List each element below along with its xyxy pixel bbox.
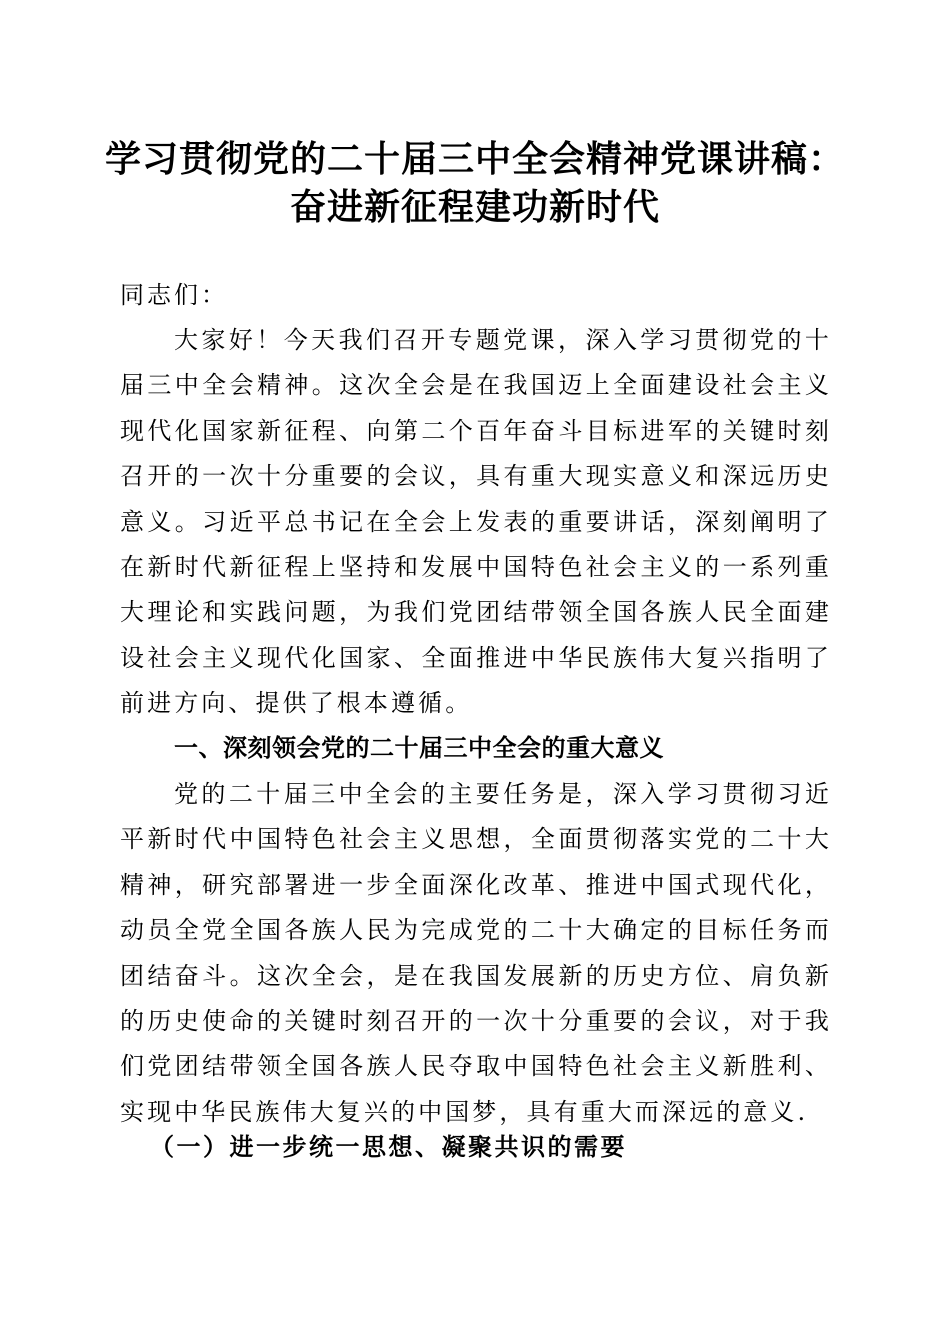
document-title-line-2: 奋进新征程建功新时代 [289,186,660,228]
greeting: 同志们： [120,281,228,309]
paragraph-section-1: 党的二十届三中全会的主要任务是，深入学习贯彻习近平新时代中国特色社会主义思想，全面贯彻落实党的二十大精神，研究部署进一步全面深化改革、推进中国式现代化，动员全党全国各族人民为完成党的二十大确定的目标任务而团结奋斗。这次全会，是在我国发展新的历史方位、肩负新的历史使命的关键时刻召开的一次十分重要的会议，对于我们党团结带领全国各族人民夺取中国特色社会主义新胜利、实现中华民族伟大复兴的中国梦，具有重大而深远的意义. [120,780,832,1126]
subsection-heading-1: （一）进一步统一思想、凝聚共识的需要 [150,1132,627,1161]
document-title-line-1: 学习贯彻党的二十届三中全会精神党课讲稿： [104,138,845,180]
section-heading-1: 一、深刻领会党的二十届三中全会的重大意义 [174,734,664,762]
paragraph-intro: 大家好！今天我们召开专题党课，深入学习贯彻党的十届三中全会精神。这次全会是在我国迈上全面建设社会主义现代化国家新征程、向第二个百年奋斗目标进军的关键时刻召开的一次十分重要的会议，具有重大现实意义和深远历史意义。习近平总书记在全会上发表的重要讲话，深刻阐明了在新时代新征程上坚持和发展中国特色社会主义的一系列重大理论和实践问题，为我们党团结带领全国各族人民全面建设社会主义现代化国家、全面推进中华民族伟大复兴指明了前进方向、提供了根本遵循。 [120,326,832,718]
